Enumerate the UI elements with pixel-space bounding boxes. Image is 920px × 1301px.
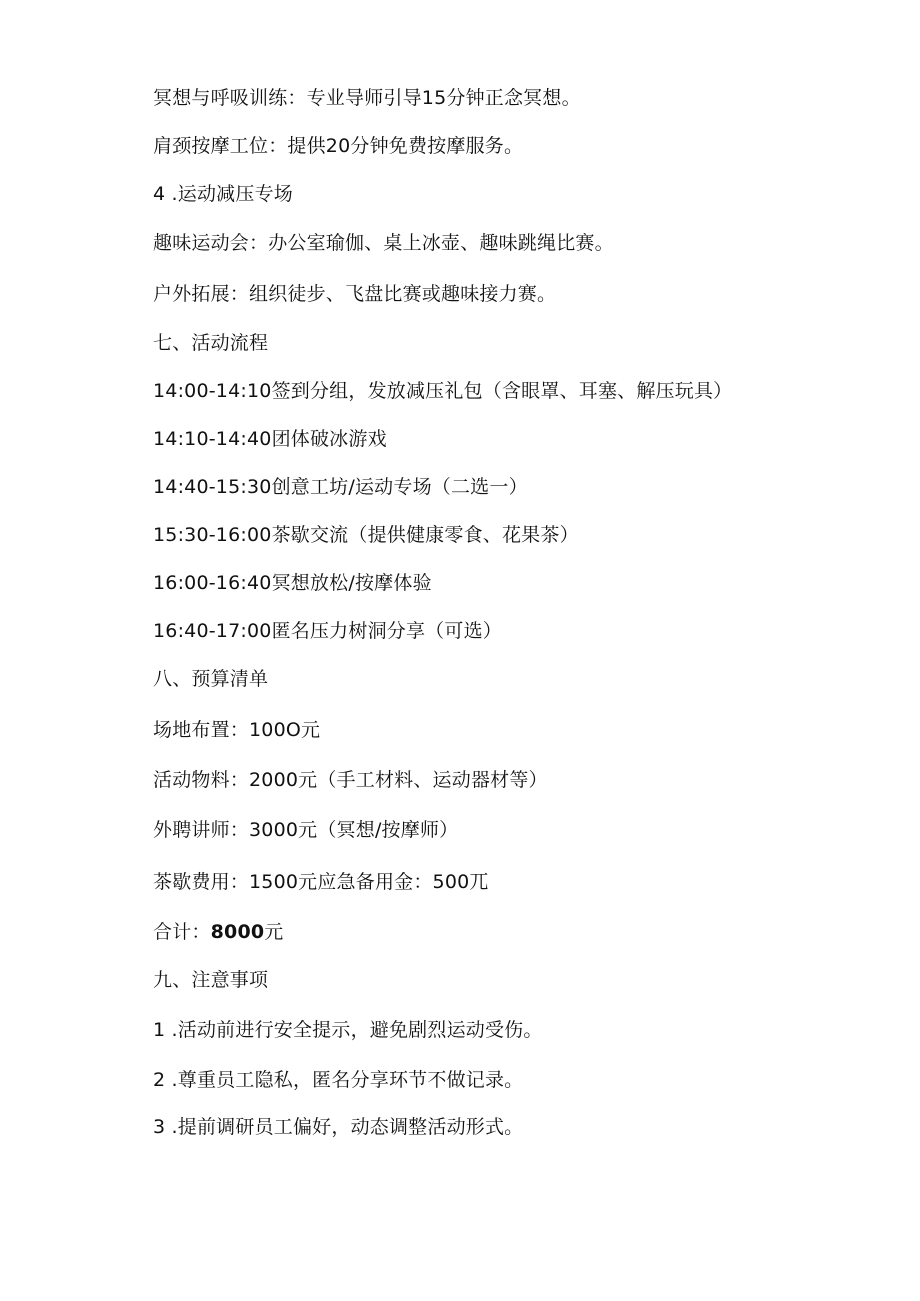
text-line-outdoor: 户外拓展：组织徒步、飞盘比赛或趣味接力赛。	[153, 283, 557, 305]
text-line-massage: 肩颈按摩工位：提供20分钟免费按摩服务。	[153, 135, 524, 157]
budget-item-materials: 活动物料：2000元（手工材料、运动器材等）	[153, 769, 548, 791]
section-heading-schedule: 七、活动流程	[153, 332, 269, 354]
budget-total-unit: 元	[264, 921, 284, 943]
schedule-item-5: 16:00-16:40冥想放松/按摩体验	[153, 572, 432, 594]
text-line-meditation: 冥想与呼吸训练：专业导师引导15分钟正念冥想。	[153, 87, 581, 109]
section-heading-notes: 九、注意事项	[153, 969, 269, 991]
subheading-sports: 4 .运动减压专场	[153, 183, 293, 205]
schedule-item-1: 14:00-14:10签到分组，发放减压礼包（含眼罩、耳塞、解压玩具）	[153, 380, 733, 402]
note-item-1: 1 .活动前进行安全提示，避免剧烈运动受伤。	[153, 1019, 543, 1041]
budget-total-label: 合计：	[153, 921, 211, 943]
schedule-item-4: 15:30-16:00茶歇交流（提供健康零食、花果茶）	[153, 524, 579, 546]
note-item-3: 3 .提前调研员工偏好，动态调整活动形式。	[153, 1116, 524, 1138]
text-line-fun-games: 趣味运动会：办公室瑜伽、桌上冰壶、趣味跳绳比赛。	[153, 232, 614, 254]
budget-total	[153, 920, 284, 944]
budget-total-amount: 8000	[210, 921, 265, 943]
budget-item-lecturers: 外聘讲师：3000元（冥想/按摩师）	[153, 819, 459, 841]
schedule-item-6: 16:40-17:00匿名压力树洞分享（可选）	[153, 620, 502, 642]
note-item-2: 2 .尊重员工隐私，匿名分享环节不做记录。	[153, 1069, 524, 1091]
schedule-item-3: 14:40-15:30创意工坊/运动专场（二选一）	[153, 476, 528, 498]
schedule-item-2: 14:10-14:40团体破冰游戏	[153, 428, 387, 450]
section-heading-budget: 八、预算清单	[153, 668, 269, 690]
budget-item-tea-break: 茶歇费用：1500元应急备用金：500兀	[153, 871, 489, 893]
budget-item-venue: 场地布置：100O元	[153, 719, 321, 741]
